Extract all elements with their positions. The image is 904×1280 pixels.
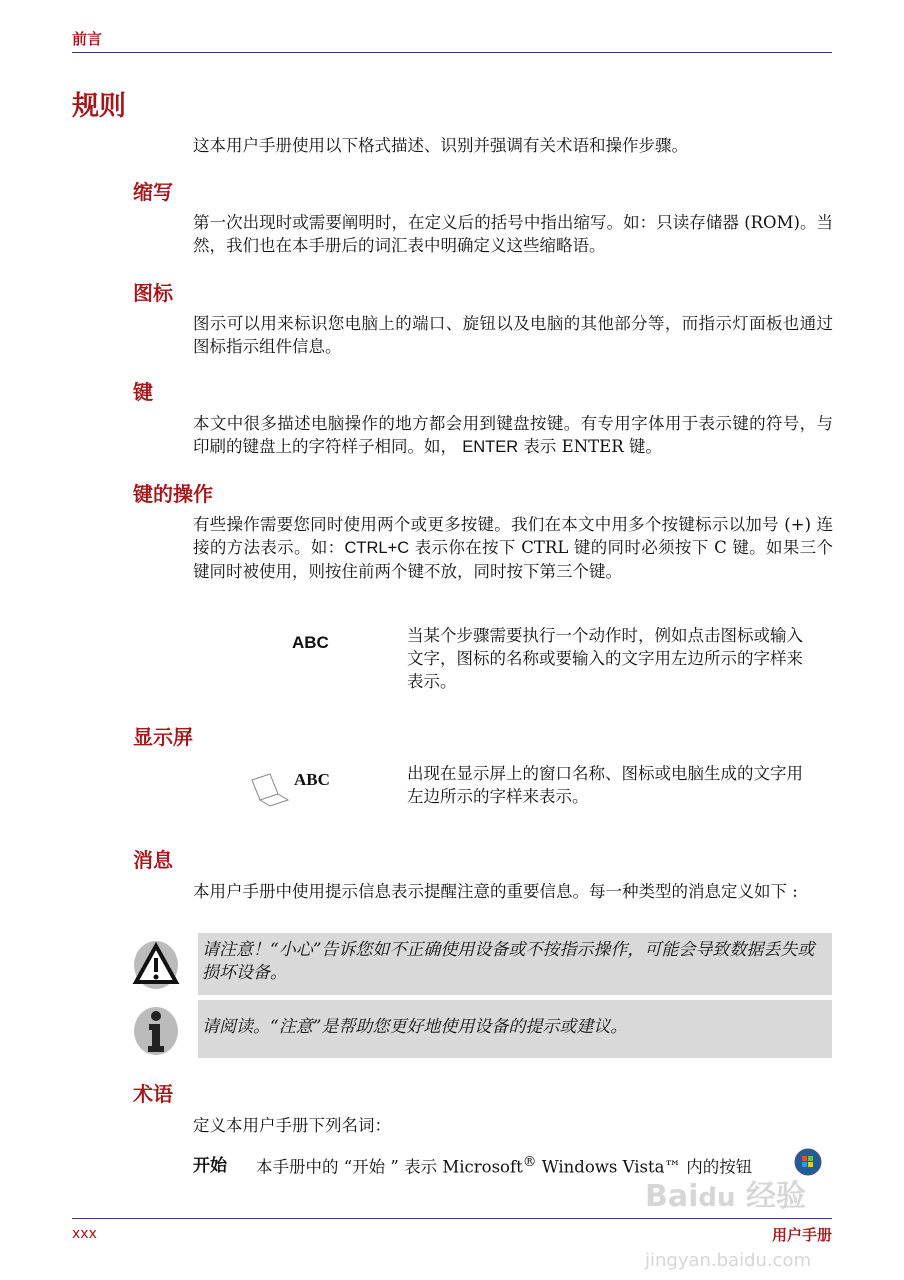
running-header: 前言	[72, 30, 103, 48]
terms-text: 定义本用户手册下列名词：	[193, 1116, 391, 1135]
heading-icons: 图标	[133, 281, 173, 305]
heading-display: 显示屏	[133, 725, 193, 749]
header-rule	[72, 52, 832, 53]
keys-text-a: 本文中很多描述电脑操作的地方都会用到键盘按键。有专用字体用于表示键的符号，与印刷的键盘上的字符样子相同。如，	[193, 414, 833, 456]
key-combo-sample: CTRL+C	[344, 539, 410, 557]
keys-text	[193, 412, 833, 459]
icons-text: 图示可以用来标识您电脑上的端口、旋钮以及电脑的其他部分等，而指示灯面板也通过图标指示组件信息。	[193, 314, 833, 356]
key-sample: ENTER	[462, 438, 519, 456]
footer-manual-title: 用户手册	[771, 1226, 832, 1244]
keys-text-b: 表示 ENTER 键。	[523, 437, 662, 456]
heading-messages: 消息	[133, 848, 173, 872]
heading-keys: 键	[133, 380, 153, 404]
info-icon	[132, 1006, 180, 1056]
def-text-b: Windows Vista™ 内的按钮	[536, 1157, 753, 1177]
heading-terms: 术语	[133, 1082, 173, 1106]
term-start: 开始	[193, 1156, 227, 1176]
messages-text: 本用户手册中使用提示信息表示提醒注意的重要信息。每一种类型的消息定义如下 :	[193, 882, 798, 901]
heading-key-operation: 键的操作	[133, 482, 213, 506]
intro-text: 这本用户手册使用以下格式描述、识别并强调有关术语和操作步骤。	[193, 136, 688, 155]
watermark-logo: Baidu 经验	[645, 1179, 806, 1214]
key-op-text-b: 表示你在按下 CTRL 键的同时必须按下 C 键。如果三个键同时被使用，则按住前两个键不放，同时按下第三个键。	[193, 538, 833, 581]
laptop-icon	[248, 772, 292, 808]
display-sample-text: 出现在显示屏上的窗口名称、图标或电脑生成的文字用左边所示的字样来表示。	[407, 764, 803, 806]
registered-mark: ®	[522, 1154, 537, 1170]
action-sample: ABC	[292, 633, 329, 652]
heading-abbreviations: 缩写	[133, 180, 173, 204]
display-sample: ABC	[294, 770, 330, 789]
watermark-url: jingyan.baidu.com	[645, 1250, 812, 1271]
note-message: 请阅读。“注意”是帮助您更好地使用设备的提示或建议。	[198, 1000, 832, 1058]
abbreviations-text: 第一次出现时或需要阐明时，在定义后的括号中指出缩写。如：只读存储器 (ROM)。当然，我们也在本手册后的词汇表中明确定义这些缩略语。	[193, 213, 833, 255]
caution-icon	[132, 940, 180, 990]
term-start-definition	[256, 1151, 786, 1179]
key-op-text-a: 有些操作需要您同时使用两个或更多按键。我们在本文中用多个按键标示以加号 (+) 连接的方法表示。如：	[193, 515, 833, 557]
page-title: 规则	[72, 91, 126, 122]
page-number: xxx	[72, 1226, 97, 1242]
action-sample-text: 当某个步骤需要执行一个动作时，例如点击图标或输入文字，图标的名称或要输入的文字用左边所示的字样来表示。	[407, 626, 803, 691]
caution-message: 请注意！“小心”告诉您如不正确使用设备或不按指示操作，可能会导致数据丢失或损坏设备。	[198, 933, 832, 995]
windows-start-orb-icon	[793, 1148, 823, 1176]
footer-rule	[72, 1218, 832, 1219]
def-text-a: 本手册中的 “开始 ” 表示 Microsoft	[256, 1157, 523, 1177]
key-operation-text	[193, 513, 833, 583]
